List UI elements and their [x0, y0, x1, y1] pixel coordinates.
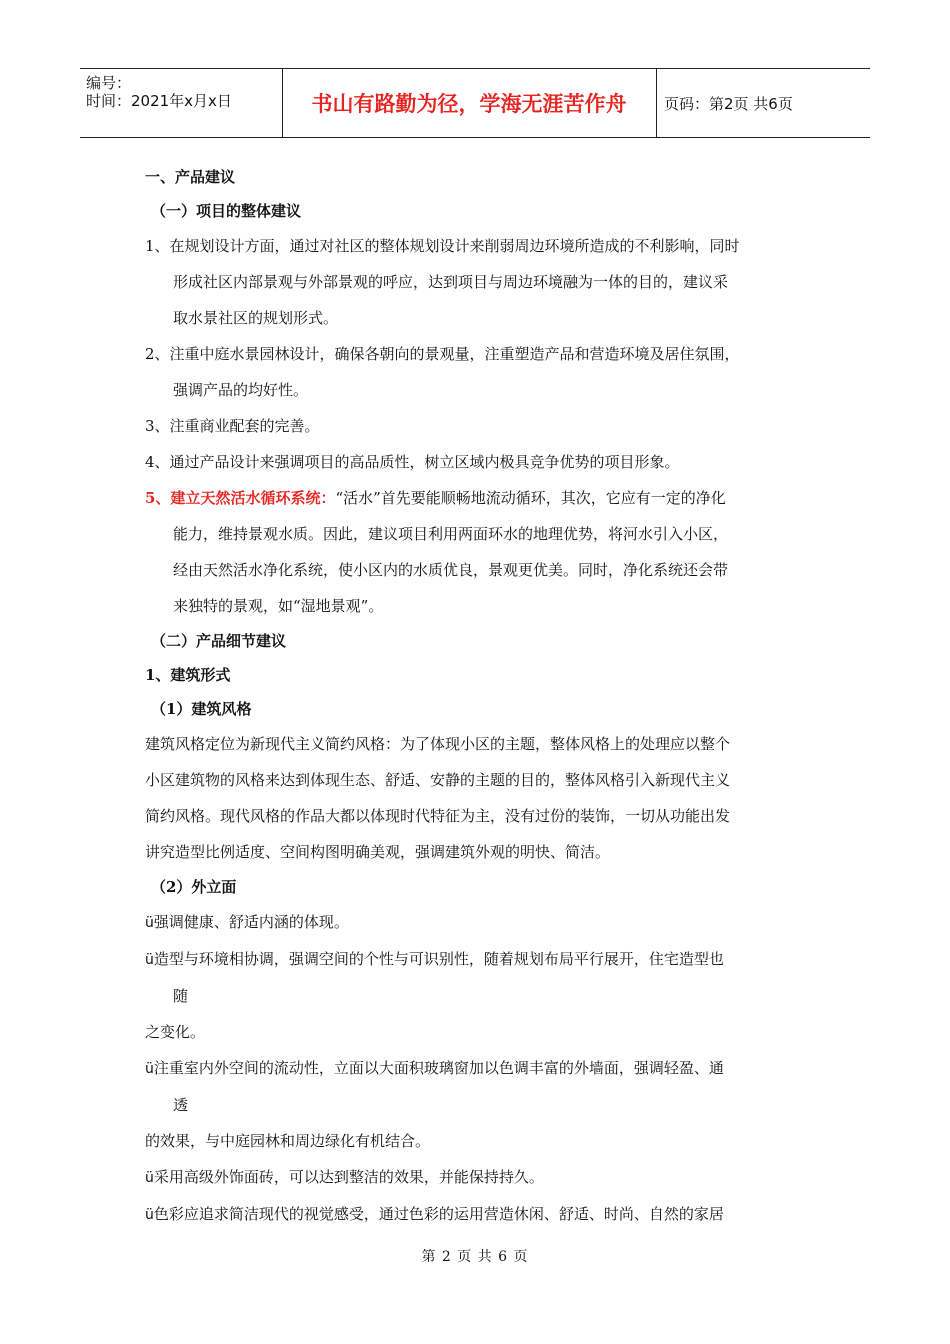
header-page-number: 页码：第2页 共6页	[664, 94, 793, 113]
list-item-2-line-1: 2、注重中庭水景园林设计，确保各朝向的景观量，注重塑造产品和营造环境及居住氛围，	[145, 345, 740, 363]
list-item-3: 3、注重商业配套的完善。	[145, 417, 320, 435]
check-bullet-icon: ü	[145, 1061, 154, 1077]
bullet-text: 色彩应追求简洁现代的视觉感受，通过色彩的运用营造休闲、舒适、时尚、自然的家居	[153, 1205, 724, 1223]
bullet-item-4	[145, 1159, 815, 1196]
bullet-text: 注重室内外空间的流动性，立面以大面积玻璃窗加以色调丰富的外墙面，强调轻盈、通	[153, 1059, 724, 1077]
header-motto: 书山有路勤为径，学海无涯苦作舟	[282, 69, 657, 137]
style-paragraph-line-4: 讲究造型比例适度、空间构图明确美观，强调建筑外观的明快、简洁。	[145, 843, 611, 861]
list-item-2-line-2: 强调产品的均好性。	[173, 381, 309, 399]
check-bullet-icon: ü	[145, 1170, 154, 1186]
subsection-heading-building-form: 1、建筑形式	[145, 666, 231, 684]
subsection-heading-facade: （2）外立面	[151, 878, 237, 896]
bullet-item-2-line-1	[145, 941, 815, 978]
bullet-item-2-line-3: 之变化。	[145, 1023, 206, 1041]
bullet-item-3-line-1	[145, 1050, 815, 1087]
list-item-5-title: 5、建立天然活水循环系统：	[145, 489, 336, 507]
list-item-5-line-1	[145, 480, 815, 516]
bullet-text: 强调健康、舒适内涵的体现。	[153, 913, 349, 931]
list-item-5-line-3: 经由天然活水净化系统，使小区内的水质优良，景观更优美。同时，净化系统还会带	[173, 561, 729, 579]
document-date: 时间：2021年x月x日	[86, 92, 232, 110]
check-bullet-icon: ü	[145, 1207, 154, 1223]
bullet-item-5	[145, 1196, 815, 1233]
section-heading: 一、产品建议	[145, 168, 236, 186]
subsection-heading-building-style: （1）建筑风格	[151, 700, 252, 718]
bullet-item-2-line-2: 随	[173, 987, 189, 1005]
bullet-text: 采用高级外饰面砖，可以达到整洁的效果，并能保持持久。	[153, 1168, 544, 1186]
page-header	[80, 68, 870, 138]
bullet-item-3-line-3: 的效果，与中庭园林和周边绿化有机结合。	[145, 1132, 431, 1150]
bullet-item-3-line-2: 透	[173, 1096, 189, 1114]
list-item-1-line-1: 1、在规划设计方面，通过对社区的整体规划设计来削弱周边环境所造成的不利影响，同时	[145, 237, 740, 255]
list-item-1-line-2: 形成社区内部景观与外部景观的呼应，达到项目与周边环境融为一体的目的，建议采	[173, 273, 729, 291]
bullet-text: 造型与环境相协调，强调空间的个性与可识别性，随着规划布局平行展开，住宅造型也	[153, 950, 724, 968]
header-info-cell	[80, 69, 283, 137]
list-item-5-line-4: 来独特的景观，如“湿地景观”。	[173, 597, 384, 615]
bullet-item-1	[145, 904, 815, 941]
subsection-heading-overall: （一）项目的整体建议	[151, 202, 302, 220]
check-bullet-icon: ü	[145, 952, 154, 968]
style-paragraph-line-2: 小区建筑物的风格来达到体现生态、舒适、安静的主题的目的，整体风格引入新现代主义	[145, 771, 731, 789]
list-item-5-text: “活水”首先要能顺畅地流动循环，其次，它应有一定的净化	[335, 489, 726, 507]
list-item-5-line-2: 能力，维持景观水质。因此，建议项目利用两面环水的地理优势，将河水引入小区，	[173, 525, 729, 543]
list-item-4: 4、通过产品设计来强调项目的高品质性，树立区域内极具竞争优势的项目形象。	[145, 453, 680, 471]
subsection-heading-details: （二）产品细节建议	[151, 632, 287, 650]
page-footer: 第 2 页 共 6 页	[421, 1249, 529, 1265]
style-paragraph-line-1: 建筑风格定位为新现代主义简约风格：为了体现小区的主题，整体风格上的处理应以整个	[145, 735, 731, 753]
document-body	[145, 160, 815, 1233]
check-bullet-icon: ü	[145, 915, 154, 931]
list-item-1-line-3: 取水景社区的规划形式。	[173, 309, 339, 327]
style-paragraph-line-3: 简约风格。现代风格的作品大都以体现时代特征为主，没有过份的装饰，一切从功能出发	[145, 807, 731, 825]
document-number: 编号：	[86, 74, 132, 92]
